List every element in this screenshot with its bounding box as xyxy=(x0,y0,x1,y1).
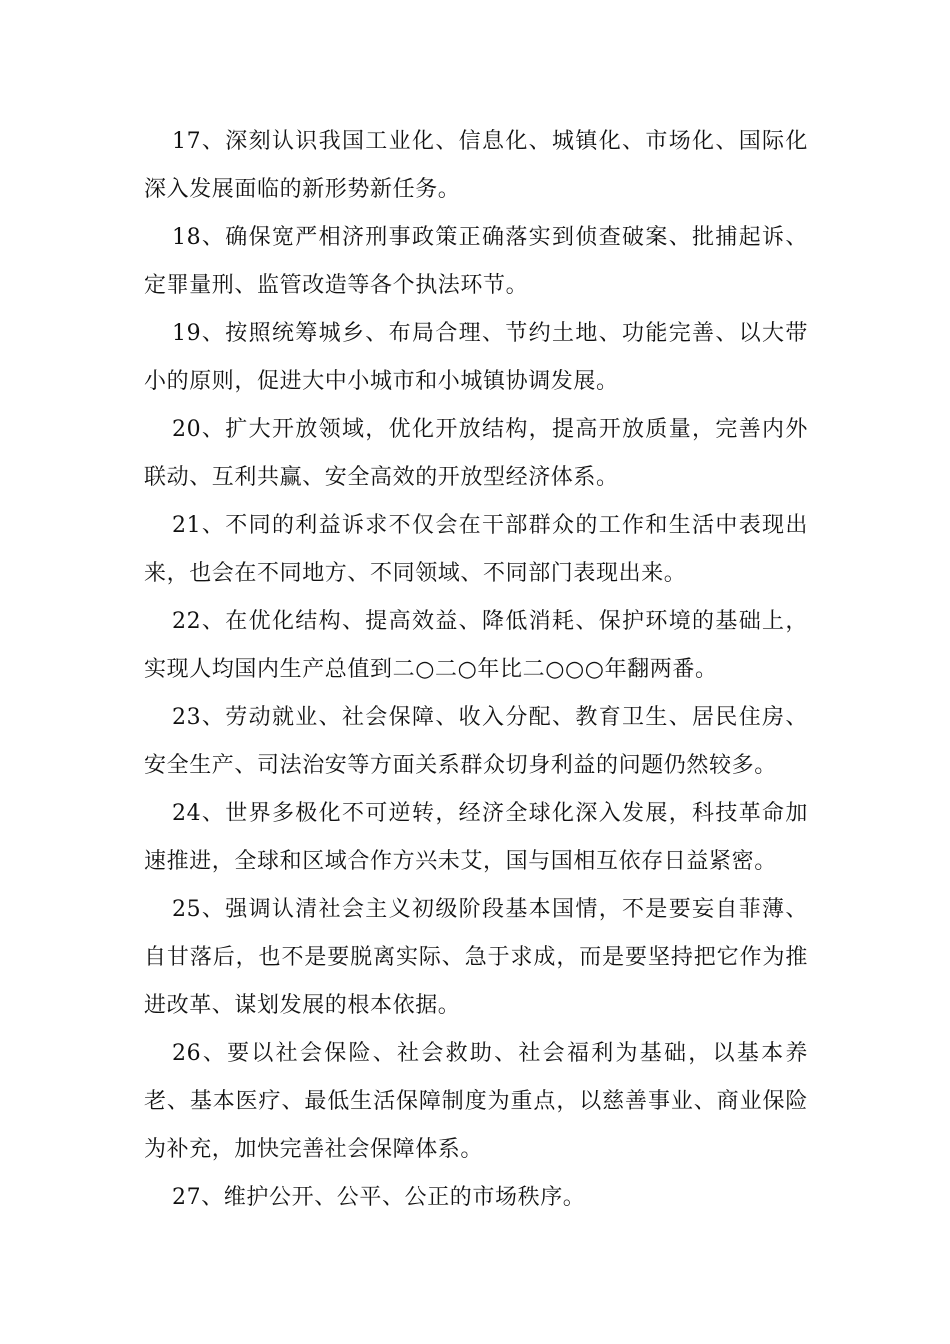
paragraph-25: 25、强调认清社会主义初级阶段基本国情，不是要妄自菲薄、自甘落后，也不是要脱离实际、急于求成，而是要坚持把它作为推进改革、谋划发展的根本依据。 xyxy=(144,897,808,1018)
paragraph-26: 26、要以社会保险、社会救助、社会福利为基础，以基本养老、基本医疗、最低生活保障制度为重点，以慈善事业、商业保险为补充，加快完善社会保障体系。 xyxy=(144,1041,808,1162)
paragraph-20: 20、扩大开放领域，优化开放结构，提高开放质量，完善内外联动、互利共赢、安全高效的开放型经济体系。 xyxy=(144,417,808,490)
paragraph-18: 18、确保宽严相济刑事政策正确落实到侦查破案、批捕起诉、定罪量刑、监管改造等各个执法环节。 xyxy=(144,225,808,298)
paragraph-23: 23、劳动就业、社会保障、收入分配、教育卫生、居民住房、安全生产、司法治安等方面关系群众切身利益的问题仍然较多。 xyxy=(144,705,808,778)
paragraph-24: 24、世界多极化不可逆转，经济全球化深入发展，科技革命加速推进，全球和区域合作方兴未艾，国与国相互依存日益紧密。 xyxy=(144,801,808,874)
paragraph-27: 27、维护公开、公平、公正的市场秩序。 xyxy=(172,1185,586,1210)
paragraph-21: 21、不同的利益诉求不仅会在干部群众的工作和生活中表现出来，也会在不同地方、不同领域、不同部门表现出来。 xyxy=(144,513,808,586)
paragraph-19: 19、按照统筹城乡、布局合理、节约土地、功能完善、以大带小的原则，促进大中小城市和小城镇协调发展。 xyxy=(144,321,808,394)
document-body xyxy=(144,118,808,1222)
paragraph-17: 17、深刻认识我国工业化、信息化、城镇化、市场化、国际化深入发展面临的新形势新任务。 xyxy=(144,129,808,202)
paragraph-22: 22、在优化结构、提高效益、降低消耗、保护环境的基础上，实现人均国内生产总值到二○二○年比二○○○年翻两番。 xyxy=(144,609,808,682)
